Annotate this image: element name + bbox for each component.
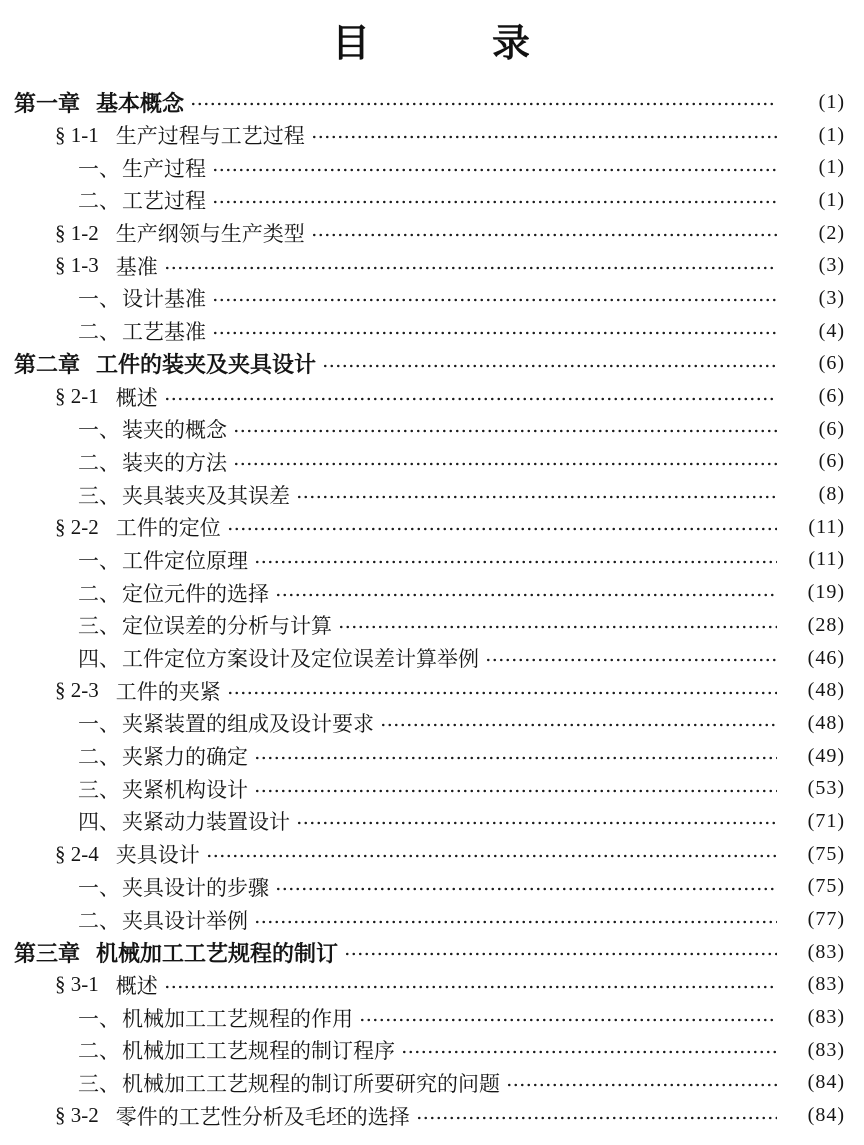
dot-leader — [311, 133, 777, 141]
toc-entry-label: 第二章 — [14, 352, 81, 378]
toc-entry-title: 设计基准 — [122, 287, 206, 312]
toc-entry-label: § 3-2 — [55, 1103, 99, 1128]
toc-entry — [0, 871, 864, 904]
dot-leader — [506, 1081, 777, 1089]
toc-entry-title: 生产过程与工艺过程 — [115, 124, 305, 149]
toc-entry-label: § 2-4 — [55, 841, 99, 866]
toc-entry-title: 机械加工工艺规程的制订 — [96, 940, 339, 966]
toc-entry-page: (49) — [807, 744, 845, 767]
toc-entry-label: § 1-3 — [55, 253, 99, 278]
toc-entry-page: (3) — [818, 286, 845, 309]
toc-entry-title: 夹具设计举例 — [122, 908, 248, 933]
toc-entry — [0, 838, 864, 871]
toc-entry — [0, 86, 864, 119]
toc-entry — [0, 413, 864, 446]
toc-entry-label: 一、 — [78, 712, 120, 737]
toc-entry-page: (4) — [818, 319, 845, 342]
toc-entry — [0, 249, 864, 282]
dot-leader — [254, 754, 777, 762]
toc-entry-label: 二、 — [78, 450, 120, 475]
toc-entry-title: 装夹的概念 — [122, 418, 227, 443]
toc-entry-title: 工件定位方案设计及定位误差计算举例 — [122, 647, 479, 672]
dot-leader — [254, 918, 777, 926]
toc-entry — [0, 544, 864, 577]
toc-entry-page: (71) — [807, 809, 845, 832]
toc-entry-label: 二、 — [78, 745, 120, 770]
toc-entry — [0, 1034, 864, 1067]
toc-entry-label: 二、 — [78, 189, 120, 214]
dot-leader — [212, 296, 777, 304]
toc-entry-page: (6) — [818, 352, 845, 375]
toc-entry-title: 夹具设计的步骤 — [122, 875, 269, 900]
toc-entry — [0, 119, 864, 152]
toc-entry-page: (28) — [807, 613, 845, 636]
toc-entry-page: (6) — [818, 385, 845, 408]
dot-leader — [344, 950, 777, 958]
toc-entry-label: § 2-2 — [55, 514, 99, 539]
toc-entry — [0, 315, 864, 348]
toc-entry — [0, 674, 864, 707]
toc-entry-page: (2) — [818, 221, 845, 244]
toc-entry-page: (48) — [807, 679, 845, 702]
toc-entry-title: 机械加工工艺规程的作用 — [122, 1006, 353, 1031]
dot-leader — [416, 1114, 777, 1122]
dot-leader — [311, 231, 777, 239]
toc-entry-title: 夹紧动力装置设计 — [122, 810, 290, 835]
toc-entry-title: 零件的工艺性分析及毛坯的选择 — [115, 1104, 410, 1129]
dot-leader — [275, 885, 777, 893]
dot-leader — [164, 264, 777, 272]
toc-entry — [0, 151, 864, 184]
toc-entry-title: 生产纲领与生产类型 — [115, 222, 305, 247]
dot-leader — [233, 460, 777, 468]
toc-entry-label: 一、 — [78, 548, 120, 573]
toc-entry — [0, 446, 864, 479]
toc-entry — [0, 936, 864, 969]
dot-leader — [212, 166, 777, 174]
dot-leader — [296, 819, 777, 827]
toc-entry-label: 一、 — [78, 418, 120, 443]
toc-entry-label: 二、 — [78, 1039, 120, 1064]
toc-entry-page: (6) — [818, 450, 845, 473]
dot-leader — [227, 525, 777, 533]
toc-entry-label: § 2-3 — [55, 678, 99, 703]
dot-leader — [359, 1016, 777, 1024]
dot-leader — [296, 493, 777, 501]
toc-entry-title: 工件定位原理 — [122, 548, 248, 573]
toc-entry-title: 夹具设计 — [115, 843, 200, 868]
toc-entry-page: (83) — [807, 940, 845, 963]
toc-entry-page: (6) — [818, 417, 845, 440]
toc-entry-label: 第三章 — [14, 940, 81, 966]
toc-entry-title: 工件的装夹及夹具设计 — [96, 352, 317, 378]
toc-entry-label: 三、 — [78, 777, 120, 802]
dot-leader — [227, 689, 777, 697]
toc-entry-page: (75) — [807, 875, 845, 898]
toc-entry-page: (11) — [808, 548, 845, 571]
toc-entry-page: (1) — [818, 90, 845, 113]
toc-entry — [0, 380, 864, 413]
dot-leader — [322, 362, 777, 370]
toc-entry — [0, 805, 864, 838]
toc-entry-page: (48) — [807, 711, 845, 734]
toc-entry — [0, 1001, 864, 1034]
toc-entry-title: 机械加工工艺规程的制订程序 — [122, 1039, 395, 1064]
toc-entry — [0, 576, 864, 609]
toc-entry-page: (84) — [807, 1104, 845, 1127]
toc-entry-label: § 2-1 — [55, 384, 99, 409]
toc-entry-page: (83) — [807, 1038, 845, 1061]
toc-entry-label: 第一章 — [14, 90, 81, 116]
toc-entry-page: (77) — [807, 908, 845, 931]
toc-entry — [0, 478, 864, 511]
toc-entry — [0, 282, 864, 315]
toc-entry-title: 基本概念 — [96, 90, 185, 116]
toc-entry-title: 概述 — [115, 385, 158, 410]
toc-entry-title: 夹紧力的确定 — [122, 745, 248, 770]
dot-leader — [254, 787, 777, 795]
toc-entry-label: 一、 — [78, 156, 120, 181]
toc-entry — [0, 348, 864, 381]
dot-leader — [206, 852, 777, 860]
toc-entry-title: 工艺基准 — [122, 320, 206, 345]
toc-entry-page: (1) — [818, 188, 845, 211]
toc-entry-title: 夹紧机构设计 — [122, 777, 248, 802]
toc-entry-label: 三、 — [78, 483, 120, 508]
toc-entry-label: 四、 — [78, 810, 120, 835]
toc-entry — [0, 1067, 864, 1100]
toc-entry-page: (75) — [807, 842, 845, 865]
toc-entry-page: (1) — [818, 156, 845, 179]
toc-entry-title: 机械加工工艺规程的制订所要研究的问题 — [122, 1071, 500, 1096]
toc-entry-page: (46) — [807, 646, 845, 669]
dot-leader — [190, 100, 777, 108]
toc-entry-page: (19) — [807, 581, 845, 604]
dot-leader — [212, 329, 777, 337]
toc-entry-page: (8) — [818, 483, 845, 506]
toc-entry — [0, 1099, 864, 1132]
toc-entry-label: 一、 — [78, 1006, 120, 1031]
toc-entry-label: 一、 — [78, 287, 120, 312]
dot-leader — [164, 983, 777, 991]
toc-entry-page: (11) — [808, 515, 845, 538]
dot-leader — [275, 591, 777, 599]
toc-entry-title: 概述 — [115, 973, 158, 998]
toc-list — [0, 86, 864, 1132]
toc-entry-title: 生产过程 — [122, 156, 206, 181]
toc-entry-title: 定位误差的分析与计算 — [122, 614, 332, 639]
toc-entry-title: 基准 — [115, 254, 158, 279]
toc-entry-label: 三、 — [78, 614, 120, 639]
toc-entry-label: § 3-1 — [55, 972, 99, 997]
toc-entry-title: 夹具装夹及其误差 — [122, 483, 290, 508]
toc-entry — [0, 740, 864, 773]
toc-entry-page: (83) — [807, 1006, 845, 1029]
toc-entry — [0, 772, 864, 805]
toc-entry-page: (53) — [807, 777, 845, 800]
toc-entry-title: 工件的定位 — [115, 516, 221, 541]
toc-entry-title: 工件的夹紧 — [115, 679, 221, 704]
toc-entry-label: 二、 — [78, 581, 120, 606]
toc-entry-label: 二、 — [78, 908, 120, 933]
toc-entry-label: 三、 — [78, 1071, 120, 1096]
toc-entry-page: (3) — [818, 254, 845, 277]
toc-entry-label: 二、 — [78, 320, 120, 345]
dot-leader — [380, 721, 777, 729]
dot-leader — [164, 395, 777, 403]
toc-entry-label: § 1-1 — [55, 122, 99, 147]
dot-leader — [233, 427, 777, 435]
toc-entry-title: 工艺过程 — [122, 189, 206, 214]
dot-leader — [401, 1048, 777, 1056]
toc-entry — [0, 511, 864, 544]
toc-entry — [0, 969, 864, 1002]
toc-entry-title: 定位元件的选择 — [122, 581, 269, 606]
toc-entry — [0, 184, 864, 217]
toc-entry-label: 一、 — [78, 875, 120, 900]
toc-entry-label: 四、 — [78, 647, 120, 672]
toc-entry-title: 装夹的方法 — [122, 450, 227, 475]
toc-entry-page: (83) — [807, 973, 845, 996]
dot-leader — [338, 623, 777, 631]
dot-leader — [212, 198, 777, 206]
toc-entry — [0, 903, 864, 936]
page-title: 目 录 — [331, 23, 532, 65]
dot-leader — [485, 656, 777, 664]
toc-entry — [0, 642, 864, 675]
toc-entry-title: 夹紧装置的组成及设计要求 — [122, 712, 374, 737]
toc-entry-page: (84) — [807, 1071, 845, 1094]
toc-entry — [0, 217, 864, 250]
toc-entry — [0, 609, 864, 642]
dot-leader — [254, 558, 777, 566]
toc-entry-page: (1) — [818, 123, 845, 146]
toc-entry — [0, 707, 864, 740]
toc-entry-label: § 1-2 — [55, 220, 99, 245]
